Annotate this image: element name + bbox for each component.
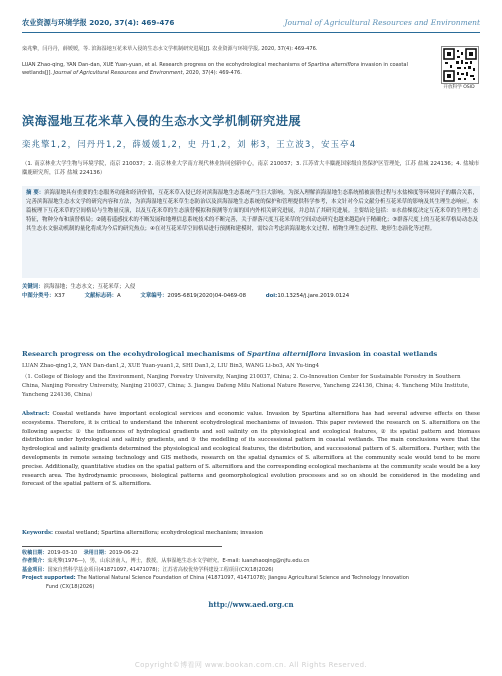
qr-code-icon xyxy=(442,47,478,83)
project-label: Project supported: xyxy=(22,575,76,582)
authors-cn: 栾兆擎1,2，闫丹丹1,2，薛媛媛1,2，史 丹1,2，刘 彬3，王立波3，安玉亭4 xyxy=(22,139,357,149)
keywords-cn-text: 滨海湿地；生态水文；互花米草；入侵 xyxy=(43,284,136,290)
citation-en-end: , 2020, 37(4): 469-476. xyxy=(182,69,242,76)
document-code xyxy=(85,291,121,299)
author-bio-label: 作者简介： xyxy=(22,558,48,565)
article-meta-row xyxy=(22,291,480,299)
abstract-en xyxy=(22,410,480,489)
footnote-divider xyxy=(22,546,222,547)
document-code-label: 文献标志码： xyxy=(84,293,117,299)
citation-en xyxy=(22,62,432,78)
fund-label: 基金项目： xyxy=(22,566,48,573)
footnote-dates xyxy=(22,549,480,557)
keywords-en-label: Keywords: xyxy=(22,530,53,536)
keywords-en xyxy=(22,530,480,536)
citation-en-species: Spartina alterniflora xyxy=(307,62,359,68)
doi-value[interactable]: 10.13254/j.jare.2019.0124 xyxy=(277,293,350,299)
title-en-post: invasion in coastal wetlands xyxy=(326,350,438,358)
citation-en-authors: LUAN Zhao-qing, YAN Dan-dan, XUE Yuan-yuan, et al. Research progress on the ecohydrological mechanisms of xyxy=(22,62,308,68)
abstract-cn-text: 滨海湿地具有重要的生态服务功能和经济价值，互花米草入侵已经对滨海湿地生态系统产生巨大影响。为深入理解滨海湿地生态系统植被演替过程与水盐梯度等环境因子的耦合关系，完善滨海湿地生态水文学的研究内容和方法，为滨海湿地互花米草生态防治以及滨海湿地生态系统的保护和管理提供科学参考，本文针对今后文献分析互花米草的影响及其生理生态响应，本篇梳理下互花米草的空间格局与生物量反演，以及互花米草的生态演替模拟和预测等方面的国内外相关研究进展，并总结了其研究进展。主要结论包括：①水盐梯度决定互花米草的生理生态特征，物种分布和演替格局；②随着遥感技术的不断发展和地理信息系统技术的不断完善，关于群落尺度互花米草的空间动态研究也越来越趋向于精确化；③群落尺度上的互花米草格局动态及其生态水文驱动机制的量化将成为今后的研究热点；④在对互花米草空间格局进行预测和建模时，需综合考虑滨海湿地水文过程、植物生理生态过程、地形生态演化等过程。 xyxy=(26,190,478,232)
doi[interactable] xyxy=(266,293,349,299)
accepted-date: 2019-06-22 xyxy=(109,550,139,556)
author-bio: 栾兆擎(1976—)，男，山东济南人，博士，教授，从事湿地生态水文学研究。E-mail: luanzhaoqing@njfu.edu.cn xyxy=(47,558,310,565)
keywords-en-text: coastal wetland; Spartina alterniflora; ecohydrological mechanism; invasion xyxy=(54,530,263,536)
received-label: 收稿日期： xyxy=(22,550,48,556)
footnotes xyxy=(22,549,480,591)
article-number-label: 文章编号： xyxy=(140,293,168,299)
article-number xyxy=(140,291,246,299)
article-title-en xyxy=(22,350,437,358)
citation-en-rest: invasion in coastal wetlands[J]. xyxy=(22,62,408,76)
document-code-value: A xyxy=(117,293,121,299)
project-text: The National Natural Science Foundation of China (41871097, 41471078); Jiangsu Agricultural Science and Technology Innovation xyxy=(77,575,410,582)
abstract-cn xyxy=(26,189,478,234)
affiliation-en: （1. College of Biology and the Environment, Nanjing Forestry University, Nanjing 210037, China; 2. Co-Innovation Center for Sustainable Forestry in Southern China, Nanjing Forestry University, Nanjing 210037, China; 3. Jiangsu Dafeng Milu National Nature Reserve, Yancheng 224136, China; 4. Yancheng Milu Institute, Yancheng 224136, China） xyxy=(22,374,470,398)
clc-number xyxy=(22,291,65,299)
citation-cn: 栾兆擎，闫丹丹，薛媛媛，等. 滨海湿地互花米草入侵的生态水文学机制研究进展[J]. 农业资源与环境学报, 2020, 37(4): 469-476. xyxy=(22,46,318,52)
authors-en: LUAN Zhao-qing1,2, YAN Dan-dan1,2, XUE Yuan-yuan1,2, SHI Dan1,2, LIU Bin3, WANG Li-bo3, AN Yu-ting4 xyxy=(22,363,320,369)
clc-label: 中图分类号： xyxy=(22,293,55,299)
received-date: 2019-03-10 xyxy=(47,550,78,556)
footnote-author xyxy=(22,557,480,565)
qr-code-label: 开放科学 OSID xyxy=(443,85,475,90)
doi-label: doi: xyxy=(265,293,278,299)
keywords-cn-label: 关键词： xyxy=(22,284,44,290)
keywords-cn xyxy=(22,282,135,290)
title-en-species: Spartina alterniflora xyxy=(247,350,327,358)
article-number-value: 2095-6819(2020)04-0469-08 xyxy=(167,293,247,299)
footnote-fund xyxy=(22,566,480,574)
citation-en-journal: Journal of Agricultural Resources and Environment xyxy=(53,69,183,76)
footnote-project xyxy=(22,574,480,582)
article-title-cn: 滨海湿地互花米草入侵的生态水文学机制研究进展 xyxy=(22,114,302,128)
journal-name-en: Journal of Agricultural Resources and Environment xyxy=(284,18,480,27)
fund-text: 国家自然科学基金项目(41871097, 41471078)；江苏省高校优势学科建设工程项目(CX(18)2026) xyxy=(47,566,274,573)
journal-website-link[interactable]: http://www.aed.org.cn xyxy=(208,600,294,609)
abstract-en-label: Abstract: xyxy=(22,411,50,417)
title-en-pre: Research progress on the ecohydrological mechanisms of xyxy=(22,350,248,358)
abstract-cn-label: 摘 要： xyxy=(26,190,45,196)
qr-code-image[interactable] xyxy=(441,46,479,84)
affiliation-cn: （1. 南京林业大学生物与环境学院，南京 210037；2. 南京林业大学南方现代林业协同创新中心，南京 210037；3. 江苏省大丰麋鹿国家级自然保护区管理处，江苏 盐城 224136；4. 盐城市麋鹿研究所，江苏 盐城 224136） xyxy=(22,161,480,176)
journal-name-cn: 农业资源与环境学报 2020, 37(4): 469-476 xyxy=(22,18,175,27)
abstract-en-text: Coastal wetlands have important ecological services and economic value. Invasion by Spartina alterniflora has had several adverse effects on these ecosystems. Therefore, it is critical to understand the inherent ecohydrological mechanisms of invasion. This paper reviewed the research on S. alterniflora on the following aspects: ① the influences of hydrological gradients and soil salinity on its physiological and ecological features, ② its spatial pattern and biomass distribution under hydrological and salinity gradients, and ③ the modelling of its successional pattern in coastal wetlands. The main conclusions were that the hydrological and salinity gradients determined the physiological and ecological features, the distribution, and successional pattern of S. alterniflora. Further, with the developments in remote sensing technology and GIS methods, research on the spatial dynamics of S. alterniflora at the community scale would tend to be more precise. Additionally, quantitative studies on the spatial pattern of S. alterniflora and the corresponding ecological mechanisms at the community scale would be a key research area. The hydrodynamic processes, biological patterns and geomorphological evolution processes and so on should be considered in the modeling and forecast of the spatial pattern of S. alterniflora. xyxy=(22,411,481,488)
footnote-project-cont: Fund (CX(18)2026) xyxy=(46,583,95,590)
accepted-label: 录用日期： xyxy=(83,550,110,556)
header-divider xyxy=(22,32,480,33)
copyright-watermark: Copyright©博看网 www.bookan.com.cn. All Rights Reserved. xyxy=(134,661,368,669)
clc-value: X37 xyxy=(54,293,65,299)
